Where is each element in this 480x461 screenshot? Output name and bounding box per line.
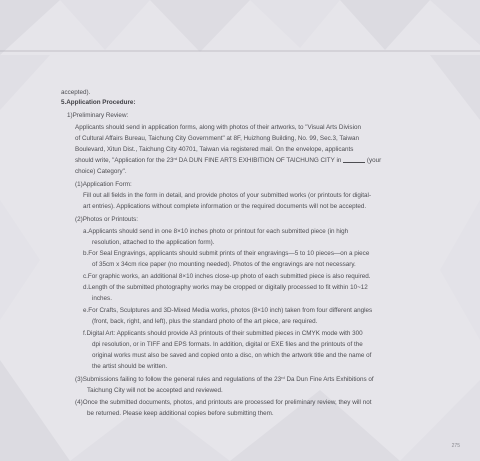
item-heading: (3)Submissions failing to follow the general rules and regulations of the 23rd Da Dun Fine Arts Exhibitions of xyxy=(75,375,374,383)
paragraph-line: Applicants should send in application forms, along with photos of their artworks, to "Visual Arts Division xyxy=(75,124,361,131)
fill-in-blank xyxy=(343,156,365,163)
list-item-continuation: resolution, attached to the application form). xyxy=(92,239,215,246)
item-continuation: Taichung City will not be accepted and reviewed. xyxy=(87,387,223,394)
list-item: f.Digital Art: Applicants should provide A3 printouts of their submitted pieces in CMYK mode with 300 xyxy=(83,330,363,337)
continuation-text: accepted). xyxy=(61,89,91,96)
item-heading: (1)Application Form: xyxy=(75,181,132,188)
paragraph-line: of Cultural Affairs Bureau, Taichung City Government" at 8F, Huizhong Building, No. 99, Sec.3, Taiwan xyxy=(75,135,360,142)
page-number: 275 xyxy=(451,443,460,449)
list-item-continuation: inches. xyxy=(92,295,112,302)
paragraph-line: should write, "Application for the 23rd DA DUN FINE ARTS EXHIBITION OF TAICHUNG CITY in (your xyxy=(75,156,382,164)
paragraph-line: choice) Category". xyxy=(75,168,127,175)
list-item-continuation: the artist should be written. xyxy=(92,363,168,370)
list-item-continuation: dpi resolution, or in TIFF and EPS formats. In addition, digital or EXE files and the printouts of the xyxy=(92,341,363,348)
paragraph-line: art entries). Applications without complete information or the required documents will not be accepted. xyxy=(83,203,367,210)
list-item: b.For Seal Engravings, applicants should submit prints of their engravings—5 to 10 pieces—on a piece xyxy=(83,250,370,257)
list-item: a.Applicants should send in one 8×10 inches photo or printout for each submitted piece (in high xyxy=(83,228,349,235)
item-continuation: be returned. Please keep additional copies before submitting them. xyxy=(87,410,274,417)
item-heading: (2)Photos or Printouts: xyxy=(75,216,138,223)
list-item: c.For graphic works, an additional 8×10 inches close-up photo of each submitted piece is also required. xyxy=(83,273,371,280)
list-item-continuation: of 35cm x 34cm rice paper (no mounting needed). Photos of the engravings are not necessary. xyxy=(92,261,356,268)
list-item: e.For Crafts, Sculptures and 3D-Mixed Media works, photos (8×10 inch) taken from four different angles xyxy=(83,307,373,314)
paragraph-line: Fill out all fields in the form in detail, and provide photos of your submitted works (or printouts for digital- xyxy=(83,192,372,199)
subsection-heading: 1)Preliminary Review: xyxy=(67,112,129,119)
paragraph-line: Boulevard, Xitun Dist., Taichung City 40701, Taiwan via registered mail. On the envelope, applicants xyxy=(75,146,354,153)
list-item: d.Length of the submitted photography works may be cropped or digitally processed to fit within 10~12 xyxy=(83,284,368,291)
list-item-continuation: original works must also be saved and copied onto a disc, on which the artwork title and the name of xyxy=(92,352,372,359)
section-heading: 5.Application Procedure: xyxy=(61,99,136,106)
list-item-continuation: (front, back, right, and left), plus the standard photo of the art piece, are required. xyxy=(92,318,318,325)
item-heading: (4)Once the submitted documents, photos, and printouts are processed for preliminary review, they will not xyxy=(75,399,372,406)
